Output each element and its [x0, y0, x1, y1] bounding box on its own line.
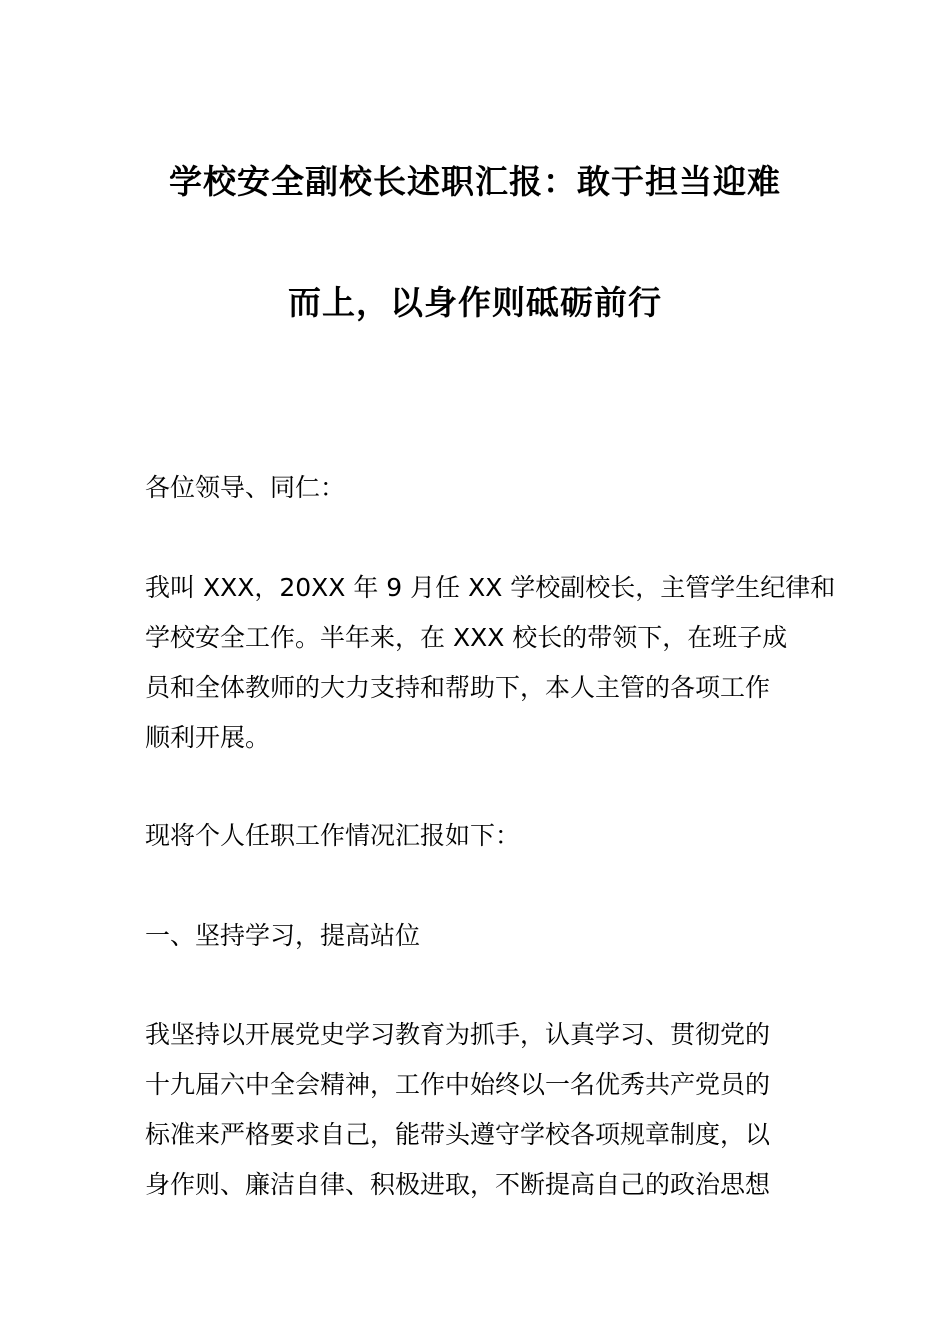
section-1-paragraph [145, 1010, 810, 1210]
document-title-line-2: 而上，以身作则砥砺前行 [288, 283, 662, 322]
section-heading-1 [145, 911, 810, 961]
section-1-line: 十九届六中全会精神，工作中始终以一名优秀共产党员的 [145, 1070, 771, 1099]
greeting-text: 各位领导、同仁： [145, 473, 346, 502]
intro-line: 顺利开展。 [145, 723, 271, 752]
section-1-line: 标准来严格要求自己，能带头遵守学校各项规章制度，以 [145, 1120, 771, 1149]
section-1-line: 身作则、廉洁自律、积极进取，不断提高自己的政治思想 [145, 1170, 771, 1199]
intro-paragraph [145, 563, 836, 763]
greeting [145, 463, 810, 513]
report-intro-text: 现将个人任职工作情况汇报如下： [145, 821, 521, 850]
section-1-line: 我坚持以开展党史学习教育为抓手，认真学习、贯彻党的 [145, 1020, 771, 1049]
document-title-line-1: 学校安全副校长述职汇报：敢于担当迎难 [169, 162, 781, 201]
report-intro [145, 811, 810, 861]
intro-line: 学校安全工作。半年来，在 XXX 校长的带领下，在班子成 [145, 623, 788, 652]
intro-line: 员和全体教师的大力支持和帮助下，本人主管的各项工作 [145, 673, 771, 702]
section-heading-1-text: 一、坚持学习，提高站位 [145, 921, 421, 950]
intro-line: 我叫 XXX，20XX 年 9 月任 XX 学校副校长，主管学生纪律和 [145, 573, 836, 602]
